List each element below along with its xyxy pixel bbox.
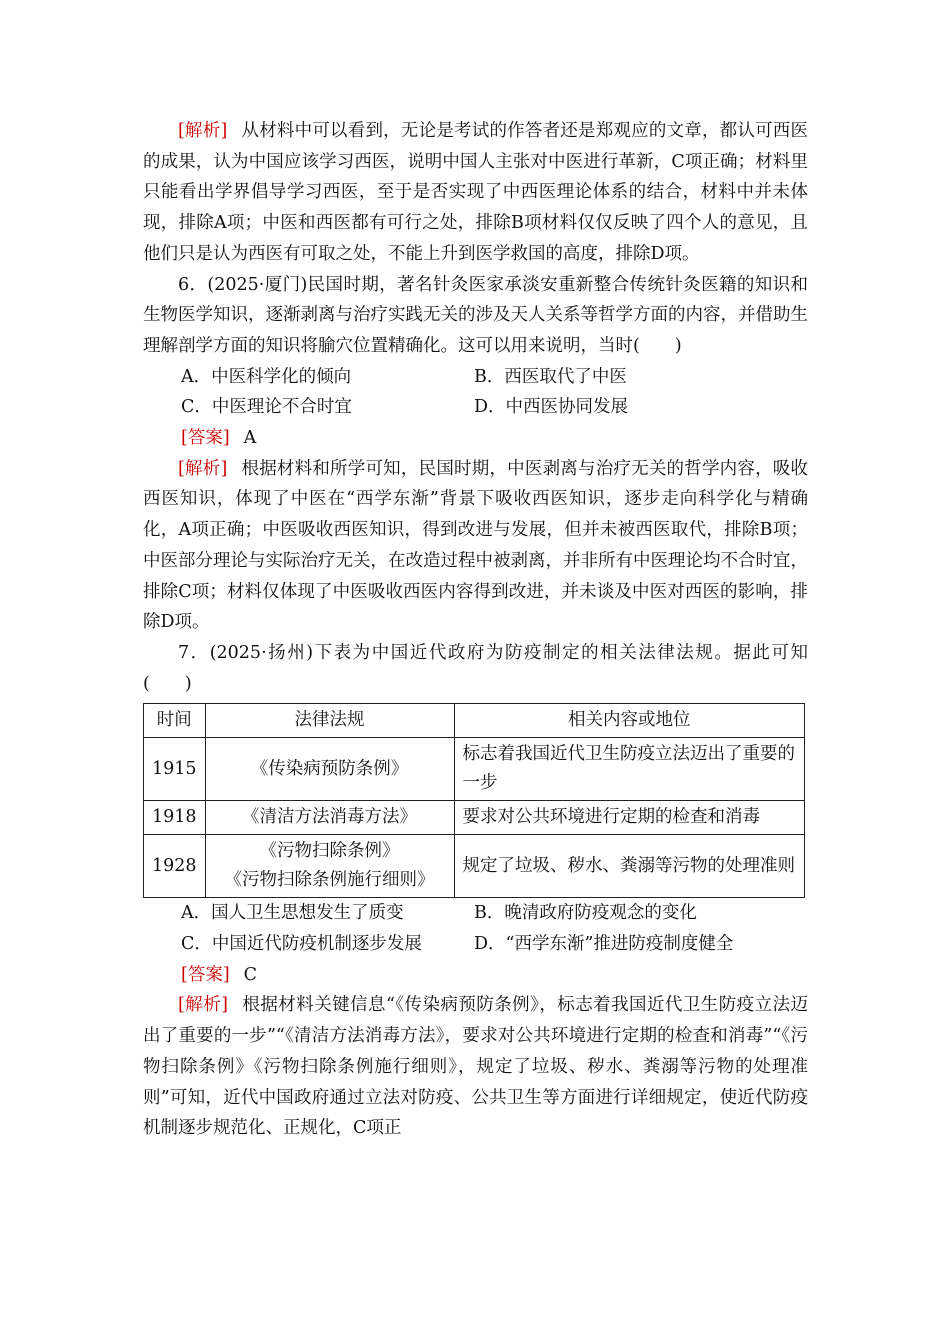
table-row	[144, 835, 805, 898]
law-name: 《污物扫除条例》	[259, 841, 400, 862]
option-b: B．西医取代了中医	[474, 366, 627, 387]
q7-analysis	[143, 990, 808, 1144]
law-name: 《传染病预防条例》	[250, 758, 409, 779]
cell-law	[205, 738, 454, 801]
law-name: 《清洁方法消毒方法》	[242, 807, 418, 828]
option-c: C．中国近代防疫机制逐步发展	[181, 934, 422, 955]
cell-law	[205, 801, 454, 835]
q6-analysis	[143, 454, 808, 638]
analysis-tag: [解析]	[178, 458, 228, 479]
option-a: A．中医科学化的倾向	[181, 366, 352, 387]
table-row	[144, 738, 805, 801]
q5-analysis	[143, 116, 808, 270]
analysis-text: 从材料中可以看到，无论是考试的作答者还是郑观应的文章，都认可西医的成果，认为中国应该学习西医，说明中国人主张对中医进行革新，C项正确；材料里只能看出学界倡导学习西医，至于是否实现了中西医理论体系的结合，材料中并未体现，排除A项；中医和西医都有可行之处，排除B项材料仅仅反映了四个人的意见，且他们只是认为西医有可取之处，不能上升到医学救国的高度，排除D项。	[143, 121, 809, 264]
analysis-text: 根据材料关键信息“《传染病预防条例》，标志着我国近代卫生防疫立法迈出了重要的一步”“《清洁方法消毒方法》，要求对公共环境进行定期的检查和消毒”“《污物扫除条例》《污物扫除条例施行细则》，规定了垃圾、秽水、粪溺等污物的处理准则”可知，近代中国政府通过立法对防疫、公共卫生等方面进行详细规定，使近代防疫机制逐步规范化、正规化，C项正	[143, 995, 808, 1139]
q7-answer	[143, 960, 808, 991]
cell-year: 1915	[144, 738, 206, 801]
table-header-row	[144, 704, 805, 738]
answer-value: C	[243, 964, 258, 985]
option-c: C．中医理论不合时宜	[181, 397, 352, 418]
analysis-text: 根据材料和所学可知，民国时期，中医剥离与治疗无关的哲学内容，吸收西医知识，体现了中医在“西学东渐”背景下吸收西医知识，逐步走向科学化与精确化，A项正确；中医吸收西医知识，得到改进与发展，但并未被西医取代，排除B项；中医部分理论与实际治疗无关，在改造过程中被剥离，并非所有中医理论均不合时宜，排除C项；材料仅体现了中医吸收西医内容得到改进，并未谈及中医对西医的影响，排除D项。	[143, 458, 809, 633]
cell-year: 1928	[144, 835, 206, 898]
cell-year: 1918	[144, 801, 206, 835]
q6-answer	[143, 423, 808, 454]
document-page	[143, 116, 808, 1144]
option-d: D．中西医协同发展	[474, 397, 629, 418]
cell-law	[205, 835, 454, 898]
answer-tag: [答案]	[181, 964, 230, 985]
analysis-tag: [解析]	[178, 995, 228, 1016]
law-name: 《污物扫除条例施行细则》	[224, 870, 435, 891]
option-a: A．国人卫生思想发生了质变	[181, 903, 404, 924]
table-row	[144, 801, 805, 835]
law-table	[143, 703, 805, 898]
header-time: 时间	[144, 704, 206, 738]
answer-tag: [答案]	[181, 428, 230, 449]
cell-desc: 标志着我国近代卫生防疫立法迈出了重要的一步	[454, 738, 804, 801]
cell-desc: 规定了垃圾、秽水、粪溺等污物的处理准则	[454, 835, 804, 898]
analysis-tag: [解析]	[178, 121, 228, 141]
option-d: D．“西学东渐”推进防疫制度健全	[474, 934, 734, 955]
q7-options	[143, 898, 808, 959]
option-b: B．晚清政府防疫观念的变化	[474, 903, 697, 924]
answer-value: A	[243, 428, 257, 449]
q7-stem: 7．(2025·扬州)下表为中国近代政府为防疫制定的相关法律法规。据此可知( )	[143, 642, 808, 694]
q6-stem: 6．(2025·厦门)民国时期，著名针灸医家承淡安重新整合传统针灸医籍的知识和生物医学知识，逐渐剥离与治疗实践无关的涉及天人关系等哲学方面的内容，并借助生理解剖学方面的知识将腧穴位置精确化。这可以用来说明，当时( )	[143, 274, 808, 356]
q6-options	[143, 362, 808, 423]
header-desc: 相关内容或地位	[454, 704, 804, 738]
header-law: 法律法规	[205, 704, 454, 738]
cell-desc: 要求对公共环境进行定期的检查和消毒	[454, 801, 804, 835]
